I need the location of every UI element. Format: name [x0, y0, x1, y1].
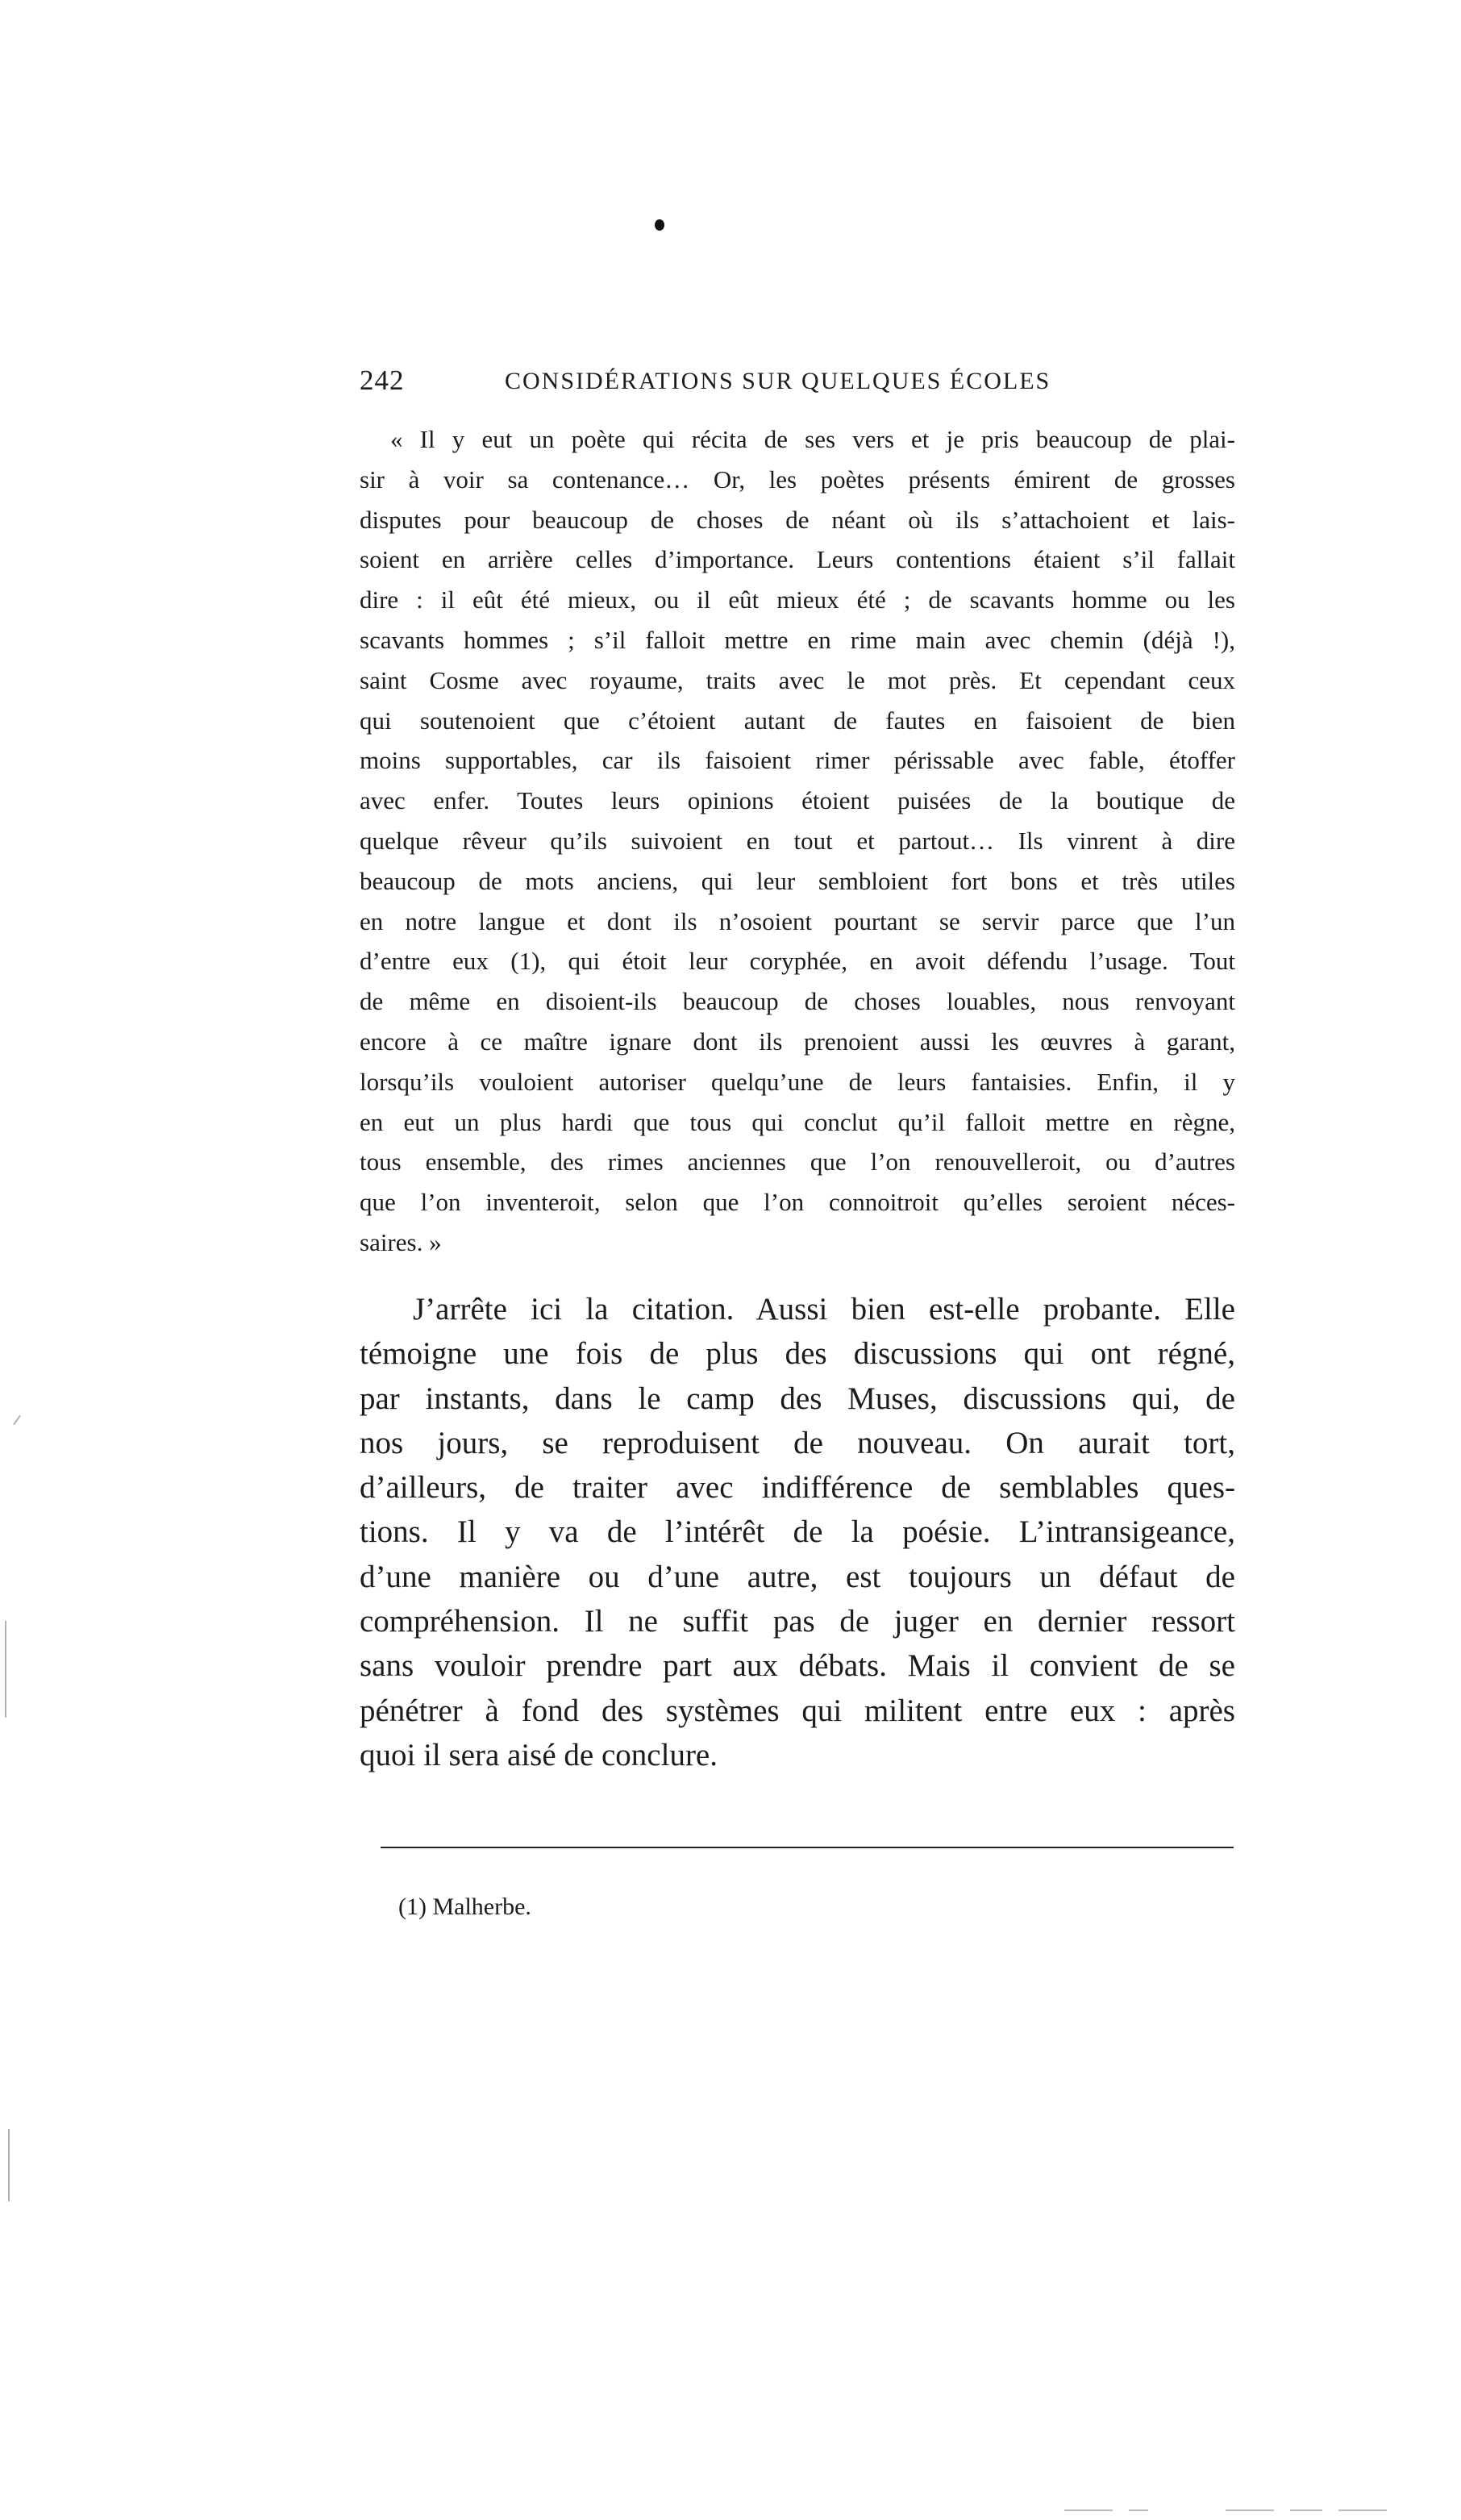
quote-line: soient en arrière celles d’importance. Leurs contentions étaient s’il fallait — [360, 545, 1235, 574]
body-line: nos jours, se reproduisent de nouveau. On aurait tort, — [360, 1425, 1235, 1460]
body-line: J’arrête ici la citation. Aussi bien est-elle probante. Elle — [413, 1292, 1235, 1327]
page-number: 242 — [360, 364, 405, 396]
body-line: d’ailleurs, de traiter avec indifférence de semblables ques- — [360, 1470, 1235, 1506]
quote-line: d’entre eux (1), qui étoit leur coryphée, en avoit défendu l’usage. Tout — [360, 947, 1235, 976]
quote-line: sir à voir sa contenance… Or, les poètes présents émirent de grosses — [360, 464, 1235, 494]
quote-line: dire : il eût été mieux, ou il eût mieux été ; de scavants homme ou les — [360, 585, 1235, 614]
quote-line: saint Cosme avec royaume, traits avec le mot près. Et cependant ceux — [360, 665, 1235, 694]
scan-edge-mark — [1338, 2510, 1387, 2511]
body-line: quoi il sera aisé de conclure. — [360, 1737, 718, 1772]
quotation-block — [360, 419, 1235, 1263]
body-line: sans vouloir prendre part aux débats. Mais il convient de se — [360, 1648, 1235, 1684]
body-line: compréhension. Il ne suffit pas de juger en dernier ressort — [360, 1604, 1235, 1639]
scan-edge-mark — [1226, 2510, 1274, 2511]
scan-edge-mark — [1290, 2510, 1322, 2511]
body-line: par instants, dans le camp des Muses, discussions qui, de — [360, 1381, 1235, 1416]
quote-line: beaucoup de mots anciens, qui leur sembloient fort bons et très utiles — [360, 866, 1235, 895]
ink-dot — [655, 219, 664, 231]
quote-line: avec enfer. Toutes leurs opinions étoient puisées de la boutique de — [360, 786, 1235, 815]
footnote-rule — [381, 1847, 1234, 1848]
quote-line: en notre langue et dont ils n’osoient pourtant se servir parce que l’un — [360, 906, 1235, 935]
scan-edge-mark — [5, 1621, 6, 1718]
quote-line: encore à ce maître ignare dont ils prenoient aussi les œuvres à garant, — [360, 1027, 1235, 1056]
quote-line: tous ensemble, des rimes anciennes que l’on renouvelleroit, ou d’autres — [360, 1148, 1235, 1177]
page-header — [360, 364, 1235, 405]
scan-edge-mark — [8, 2129, 10, 2201]
footnote: (1) Malherbe. — [398, 1893, 531, 1920]
quote-line: disputes pour beaucoup de choses de néant où ils s’attachoient et lais- — [360, 505, 1235, 534]
body-line: d’une manière ou d’une autre, est toujours un défaut de — [360, 1559, 1235, 1594]
body-paragraph — [360, 1287, 1235, 1777]
quote-line: que l’on inventeroit, selon que l’on connoitroit qu’elles seroient néces- — [360, 1188, 1235, 1217]
quote-line: « Il y eut un poète qui récita de ses vers et je pris beaucoup de plai- — [390, 425, 1235, 453]
scan-edge-mark — [1129, 2510, 1148, 2511]
body-line: témoigne une fois de plus des discussions qui ont régné, — [360, 1336, 1235, 1372]
quote-line: lorsqu’ils vouloient autoriser quelqu’une de leurs fantaisies. Enfin, il y — [360, 1067, 1235, 1096]
quote-line: scavants hommes ; s’il falloit mettre en rime main avec chemin (déjà !), — [360, 625, 1235, 654]
quote-line: en eut un plus hardi que tous qui conclut qu’il falloit mettre en règne, — [360, 1107, 1235, 1136]
quote-line: moins supportables, car ils faisoient rimer périssable avec fable, étoffer — [360, 746, 1235, 775]
quote-line: quelque rêveur qu’ils suivoient en tout et partout… Ils vinrent à dire — [360, 826, 1235, 855]
quote-line: saires. » — [360, 1227, 442, 1256]
running-head: CONSIDÉRATIONS SUR QUELQUES ÉCOLES — [505, 368, 1051, 394]
scan-edge-mark — [1064, 2510, 1113, 2511]
body-line: tions. Il y va de l’intérêt de la poésie. L’intransigeance, — [360, 1514, 1235, 1550]
body-line: pénétrer à fond des systèmes qui militent entre eux : après — [360, 1693, 1235, 1728]
quote-line: de même en disoient-ils beaucoup de choses louables, nous renvoyant — [360, 987, 1235, 1016]
quote-line: qui soutenoient que c’étoient autant de fautes en faisoient de bien — [360, 706, 1235, 735]
scan-edge-mark — [13, 1415, 21, 1426]
